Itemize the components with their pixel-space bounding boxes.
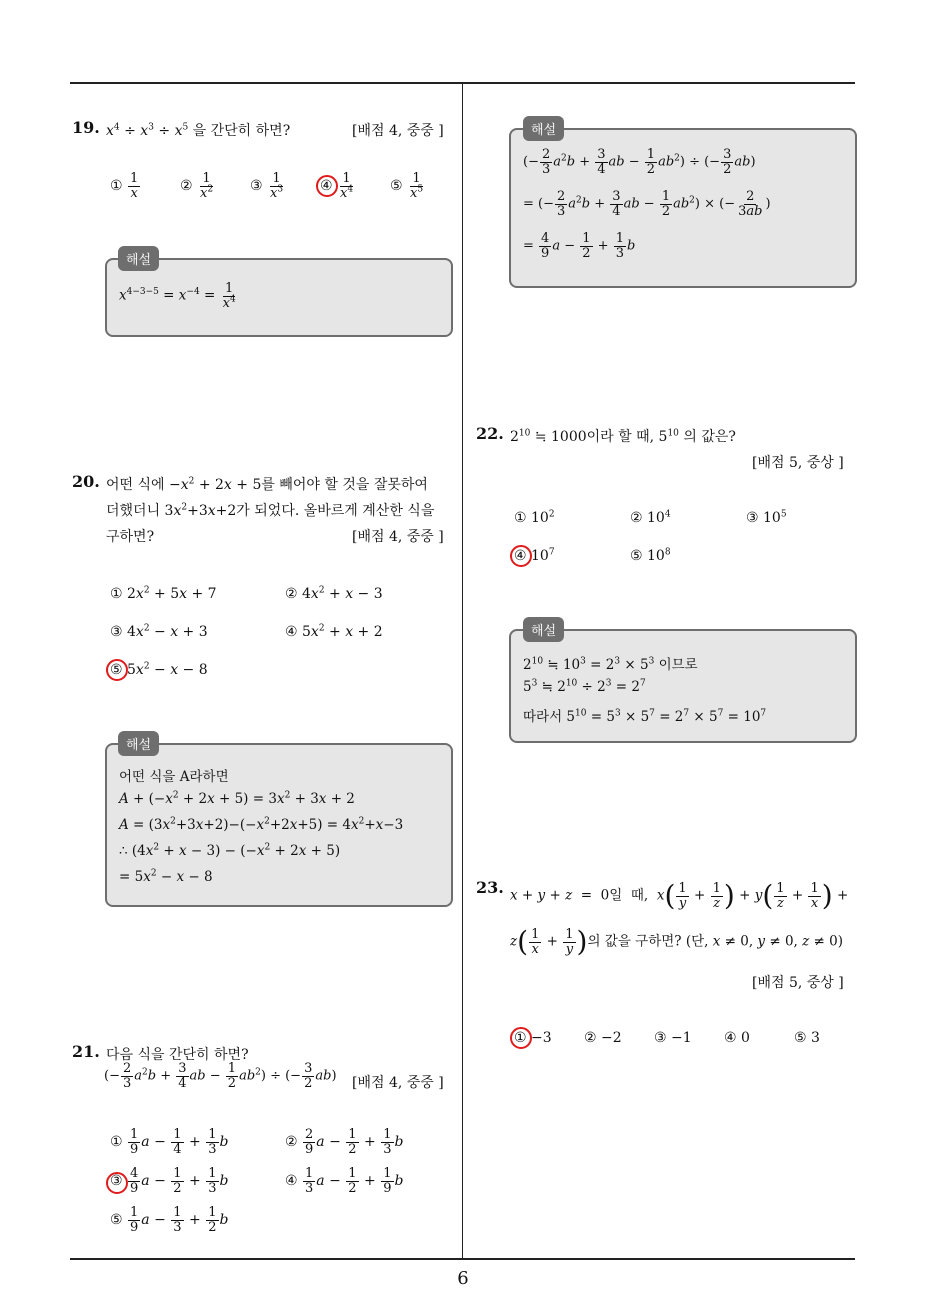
- q19-meta: [배점 4, 중중 ]: [352, 123, 444, 139]
- q19-option-4[interactable]: ④ $\frac{1}{x^4}$: [320, 171, 354, 201]
- q20-solution-line-4: ∴ $(4x^2 + x - 3) - (-x^2 + 2x + 5)$: [119, 842, 341, 859]
- q22-solution-line-1: $2^{10}$ ≒ $10^3 = 2^3 \times 5^3$ 이므로: [523, 656, 698, 673]
- q22-question: $2^{10}$ ≒ 1000이라 할 때, $5^{10}$ 의 값은?: [510, 428, 736, 445]
- q20-option-5[interactable]: ⑤ $5x^2 - x - 8$: [110, 661, 208, 678]
- q21-number: 21.: [72, 1042, 100, 1061]
- q19-answer-circle: [316, 175, 338, 197]
- q20-option-2[interactable]: ② $4x^2 + x - 3$: [285, 585, 383, 602]
- q20: [72, 472, 100, 491]
- q19-question: $x^4 \div x^3 \div x^5$ 을 간단히 하면?: [106, 122, 291, 139]
- q20-question-line-2: 더했더니 $3x^2+3x+2$가 되었다. 올바르게 계산한 식을: [106, 502, 435, 519]
- q21-answer-circle: [106, 1172, 128, 1194]
- q20-solution-line-5: = $5x^2 - x - 8$: [119, 868, 213, 885]
- q20-meta: [배점 4, 중중 ]: [352, 529, 444, 545]
- q21-solution-line-1: (− $\frac{2}{3}$ $a^2b$ + $\frac{3}{4}$ ab − $\frac{1}{2}$ $ab^2$) ÷ (− $\frac{3}{2}$ ab): [523, 147, 756, 177]
- q23-answer-circle: [510, 1027, 532, 1049]
- q23-option-5[interactable]: ⑤ 3: [794, 1030, 820, 1046]
- q22: [476, 424, 504, 443]
- q22-solution-tag: 해설: [523, 617, 564, 642]
- q21: [72, 1042, 100, 1061]
- q21-solution-tag: 해설: [523, 116, 564, 141]
- q21-solution-line-2: = (− $\frac{2}{3}$ $a^2b$ + $\frac{3}{4}$ ab − $\frac{1}{2}$ $ab^2$) × (− $\frac{2}{3ab}$ ): [523, 189, 771, 219]
- q23-line-2: z( $\frac{1}{x}$ + $\frac{1}{y}$ )의 값을 구하면? (단, x ≠ 0, y ≠ 0, z ≠ 0): [510, 925, 844, 959]
- q22-solution-box: [509, 629, 857, 743]
- q23-line-1: x + y + z = 0일 때, x( $\frac{1}{y}$ + $\frac{1}{z}$ ) + y( $\frac{1}{z}$ + $\frac{1}{x}$ ) +: [510, 879, 849, 913]
- q22-option-3[interactable]: ③ $10^5$: [746, 509, 787, 526]
- q22-meta: [배점 5, 중상 ]: [752, 455, 844, 471]
- q20-solution-line-2: $A + (-x^2 + 2x + 5) = 3x^2 + 3x + 2$: [119, 790, 355, 807]
- q23-option-4[interactable]: ④ 0: [724, 1030, 750, 1046]
- q19-number: 19.: [72, 118, 100, 137]
- q21-solution-line-3: = $\frac{4}{9}$ a − $\frac{1}{2}$ + $\frac{1}{3}$ b: [523, 231, 636, 261]
- q20-option-1[interactable]: ① $2x^2 + 5x + 7$: [110, 585, 217, 602]
- q23-option-1[interactable]: ① −3: [514, 1030, 552, 1046]
- q19-option-1[interactable]: ① $\frac{1}{x}$: [110, 171, 139, 201]
- q20-option-3[interactable]: ③ $4x^2 - x + 3$: [110, 623, 208, 640]
- q22-solution-line-2: $5^3$ ≒ $2^{10} \div 2^3 = 2^7$: [523, 678, 646, 695]
- q22-option-2[interactable]: ② $10^4$: [630, 509, 671, 526]
- q20-solution-tag: 해설: [118, 731, 159, 756]
- q20-answer-circle: [106, 659, 128, 681]
- q20-solution-box: [105, 743, 453, 907]
- q21-option-1[interactable]: ① $\frac{1}{9}$ a − $\frac{1}{4}$ + $\frac{1}{3}$ b: [110, 1127, 229, 1157]
- q22-solution-line-3: 따라서 $5^{10} = 5^3 \times 5^7 = 2^7 \times 5^7 = 10^7$: [523, 708, 767, 725]
- q23-option-2[interactable]: ② −2: [584, 1030, 622, 1046]
- q19-solution-tag: 해설: [118, 246, 159, 271]
- q21-solution-box: [509, 128, 857, 288]
- q21-question: 다음 식을 간단히 하면?: [106, 1047, 249, 1063]
- q20-option-4[interactable]: ④ $5x^2 + x + 2$: [285, 623, 383, 640]
- q21-option-4[interactable]: ④ $\frac{1}{3}$ a − $\frac{1}{2}$ + $\frac{1}{9}$ b: [285, 1166, 404, 1196]
- q21-option-2[interactable]: ② $\frac{2}{9}$ a − $\frac{1}{2}$ + $\frac{1}{3}$ b: [285, 1127, 404, 1157]
- q22-answer-circle: [510, 545, 532, 567]
- q20-number: 20.: [72, 472, 100, 491]
- q20-solution-line-1: 어떤 식을 A라하면: [119, 769, 229, 785]
- column-divider: [462, 84, 463, 1259]
- q23-meta: [배점 5, 중상 ]: [752, 975, 844, 991]
- q22-option-5[interactable]: ⑤ $10^8$: [630, 547, 671, 564]
- q23-option-3[interactable]: ③ −1: [654, 1030, 692, 1046]
- q21-expression: (− $\frac{2}{3}$ $a^2b$ + $\frac{3}{4}$ ab − $\frac{1}{2}$ $ab^2$) ÷ (− $\frac{3}{2}$ ab): [104, 1061, 337, 1091]
- q19: [72, 118, 100, 137]
- page-number: 6: [457, 1268, 469, 1289]
- q21-option-5[interactable]: ⑤ $\frac{1}{9}$ a − $\frac{1}{3}$ + $\frac{1}{2}$ b: [110, 1205, 229, 1235]
- q21-meta: [배점 4, 중중 ]: [352, 1075, 444, 1091]
- q19-option-3[interactable]: ③ $\frac{1}{x^3}$: [250, 171, 284, 201]
- q23: [476, 878, 504, 897]
- q22-option-1[interactable]: ① $10^2$: [514, 509, 555, 526]
- q19-solution-box: [105, 258, 453, 337]
- q21-option-3[interactable]: ③ $\frac{4}{9}$ a − $\frac{1}{2}$ + $\frac{1}{3}$ b: [110, 1166, 229, 1196]
- q19-solution-line: $x^{4-3-5} = x^{-4}$ = $\frac{1}{x^4}$: [119, 281, 236, 311]
- q23-number: 23.: [476, 878, 504, 897]
- q19-option-2[interactable]: ② $\frac{1}{x^2}$: [180, 171, 214, 201]
- q20-question-line-1: 어떤 식에 $-x^2 + 2x + 5$를 빼어야 할 것을 잘못하여: [106, 476, 428, 493]
- q19-option-5[interactable]: ⑤ $\frac{1}{x^5}$: [390, 171, 424, 201]
- q22-number: 22.: [476, 424, 504, 443]
- q20-solution-line-3: $A = (3x^2+3x+2)-(-x^2+2x+5) = 4x^2+x-3$: [119, 816, 404, 833]
- bottom-rule: [70, 1258, 855, 1260]
- q22-option-4[interactable]: ④ $10^7$: [514, 547, 555, 564]
- q20-question-line-3: 구하면?: [106, 529, 155, 545]
